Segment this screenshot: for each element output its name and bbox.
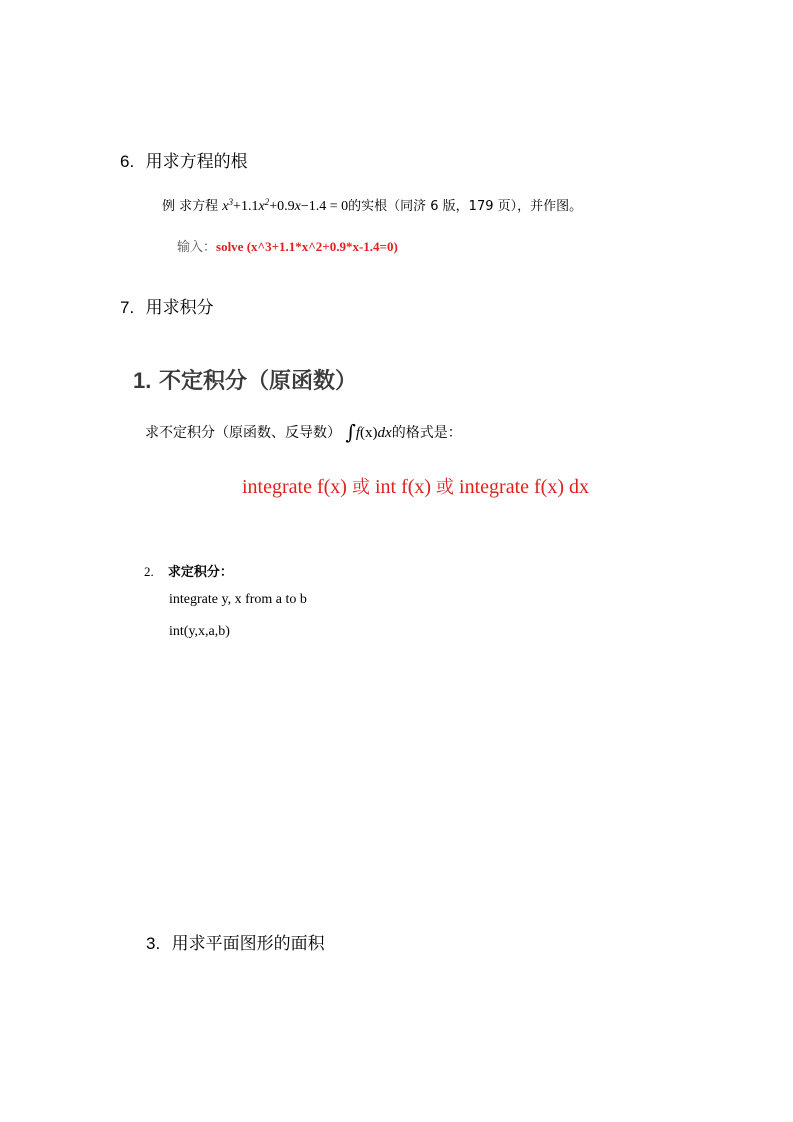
section-title: 用求积分 — [145, 298, 214, 318]
eq-term: +0.9 — [269, 199, 295, 214]
example-line — [162, 195, 582, 215]
section-7-heading — [120, 293, 214, 318]
eq-term: +1.1 — [233, 199, 259, 214]
definite-line-1: integrate y, x from a to b — [169, 592, 307, 607]
section-3-heading — [146, 929, 325, 954]
differential: dx — [377, 425, 392, 441]
indef-suffix: 的格式是： — [391, 425, 462, 441]
integrate-syntax-line — [242, 473, 589, 499]
eq-term: x — [294, 199, 301, 214]
eq-exponent: 2 — [264, 197, 270, 207]
syntax-or: 或 — [351, 477, 370, 498]
input-command: solve (x^3+1.1*x^2+0.9*x-1.4=0) — [216, 239, 398, 254]
indefinite-description — [145, 418, 462, 442]
section-title: 用求方程的根 — [145, 152, 248, 172]
section-title: 用求平面图形的面积 — [171, 934, 325, 954]
heading-indefinite-integral — [133, 364, 357, 395]
definite-integral-heading — [144, 561, 233, 580]
eq-exponent: 3 — [228, 197, 234, 207]
indef-prefix: 求不定积分（原函数、反导数） — [145, 425, 341, 441]
integral-sign: ∫ — [345, 420, 356, 444]
eq-term: x — [258, 199, 265, 214]
integrand-f: f — [355, 425, 361, 441]
integrand — [356, 425, 392, 441]
section-6-heading — [120, 147, 248, 172]
section-number: 6. — [120, 152, 135, 171]
equation — [222, 199, 348, 214]
definite-title: 求定积分： — [167, 565, 233, 580]
section-number: 3. — [146, 934, 161, 953]
input-label: 输入： — [177, 240, 217, 255]
definite-number: 2. — [144, 564, 154, 579]
syntax-or: 或 — [436, 477, 455, 498]
eq-term: x — [222, 199, 229, 214]
syntax-option-3: integrate f(x) dx — [459, 476, 589, 498]
example-prefix: 例 求方程 — [162, 199, 219, 214]
example-suffix: 的实根（同济 6 版，179 页），并作图。 — [348, 199, 583, 214]
integrand-arg: (x) — [360, 425, 378, 441]
heading-number: 1. — [133, 368, 152, 393]
input-line — [177, 236, 398, 255]
syntax-option-1: integrate f(x) — [242, 476, 347, 498]
definite-line-2: int(y,x,a,b) — [169, 624, 230, 639]
heading-title: 不定积分（原函数） — [159, 369, 358, 394]
syntax-option-2: int f(x) — [374, 476, 432, 498]
section-number: 7. — [120, 298, 135, 317]
eq-term: −1.4 = 0 — [300, 199, 349, 214]
